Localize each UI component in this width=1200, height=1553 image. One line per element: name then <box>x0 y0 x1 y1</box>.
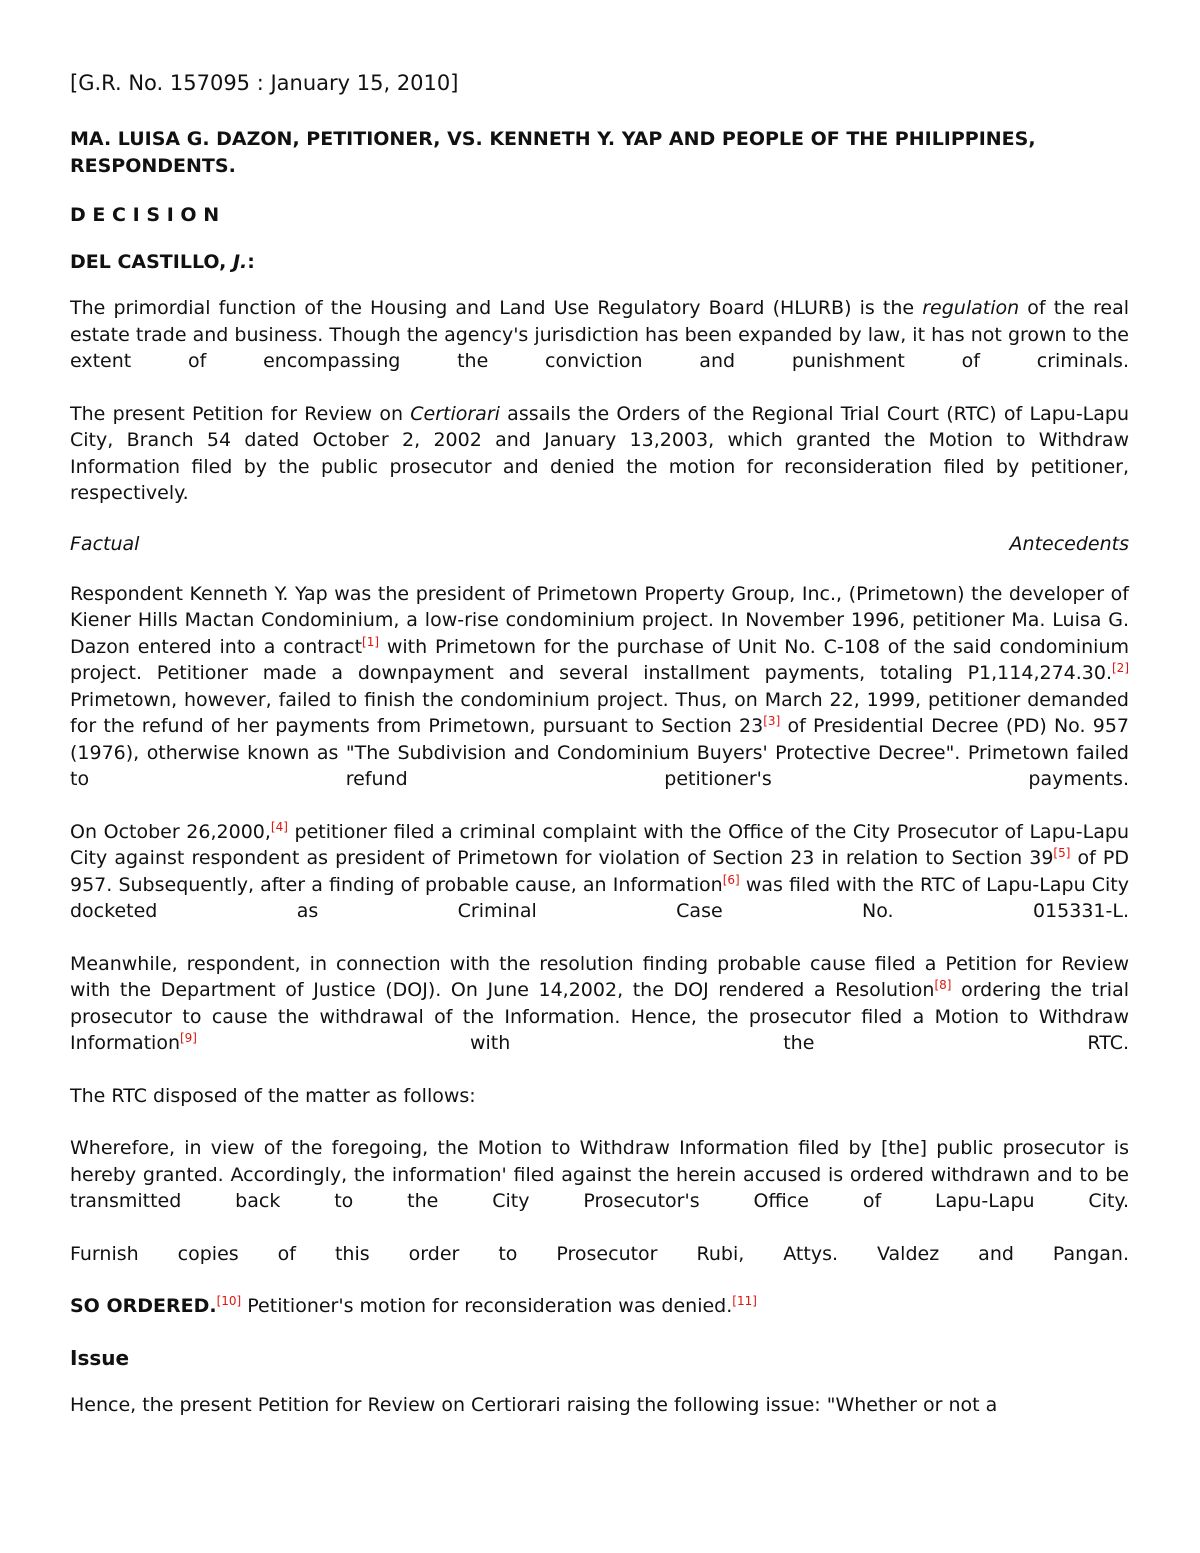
paragraph-1 <box>70 295 1129 375</box>
p5-text-a: Meanwhile, respondent, in connection with the resolution finding probable cause filed a Petition for Review with the Department of Justice (DOJ). On June 14,2002, the DOJ rendered a Resolution <box>70 952 1129 1002</box>
paragraph-5 <box>70 951 1129 1057</box>
p4-text-d: was filed with the RTC of Lapu-Lapu City docketed as Criminal Case No. 015331-L. <box>70 873 1129 923</box>
ponente-title: J. <box>232 251 248 274</box>
p2-text-c: assails the Orders of the Regional Trial Court (RTC) of Lapu-Lapu City, Branch 54 dated October 2, 2002 and January 13,2003, which granted the Motion to Withdraw Information filed by the public prosecutor and denied the motion for reconsideration filed by petitioner, respectively. <box>70 402 1130 505</box>
p2-italic: Certiorari <box>410 402 500 425</box>
paragraph-10: Hence, the present Petition for Review on Certiorari raising the following issue: "Whether or not a <box>70 1393 998 1416</box>
p1-italic: regulation <box>922 297 1020 320</box>
so-ordered: SO ORDERED. <box>70 1295 217 1318</box>
p9-text: Petitioner's motion for reconsideration was denied. <box>241 1295 733 1318</box>
paragraph-2 <box>70 401 1129 507</box>
heading-right: Antecedents <box>1009 532 1129 555</box>
footnote-link-9[interactable]: [9] <box>179 1031 197 1046</box>
paragraph-so-ordered <box>70 1293 1129 1320</box>
heading-left: Factual <box>70 532 140 555</box>
p4-text-c: of PD 957. Subsequently, after a finding of probable cause, an Information <box>70 847 1130 896</box>
ponente-colon: : <box>247 251 255 274</box>
furnish-copies-line: Furnish copies of this order to Prosecutor Rubi, Attys. Valdez and Pangan. <box>70 1242 1129 1265</box>
footnote-link-5[interactable]: [5] <box>1053 846 1071 861</box>
decision-label: DECISION <box>70 204 226 227</box>
quoted-order: Wherefore, in view of the foregoing, the Motion to Withdraw Information filed by [the] public prosecutor is hereby granted. Accordingly, the information' filed against the herein accused is ordered withdrawn and to be transmitted back to the City Prosecutor's Office of Lapu-Lapu City. <box>70 1137 1129 1213</box>
footnote-link-2[interactable]: [2] <box>1112 661 1129 676</box>
p4-text-b: petitioner filed a criminal complaint with the Office of the City Prosecutor of Lapu-Lapu City against respondent as president of Primetown for violation of Section 23 in relation to Section 39 <box>70 820 1129 870</box>
ponente-name: DEL CASTILLO, <box>70 251 233 274</box>
p3-text-b: with Primetown for the purchase of Unit No. C-108 of the said condominium project. Petitioner made a downpayment and several installment payments, totaling P1,114,274.30. <box>70 635 1129 685</box>
footnote-link-10[interactable]: [10] <box>216 1294 242 1309</box>
issue-heading: Issue <box>70 1345 130 1370</box>
decision-document <box>70 70 1129 1418</box>
p1-text-a: The primordial function of the Housing and Land Use Regulatory Board (HLURB) is the <box>70 297 923 320</box>
footnote-link-3[interactable]: [3] <box>763 714 781 729</box>
p2-text-a: The present Petition for Review on <box>70 402 411 425</box>
footnote-link-4[interactable]: [4] <box>270 819 288 834</box>
ponente <box>70 251 1129 273</box>
factual-antecedents-heading <box>70 533 1129 555</box>
footnote-link-11[interactable]: [11] <box>732 1294 757 1309</box>
paragraph-6: The RTC disposed of the matter as follows: <box>70 1084 476 1107</box>
p5-text-b: ordering the trial prosecutor to cause the withdrawal of the Information. Hence, the prosecutor filed a Motion to Withdraw Information <box>70 979 1129 1055</box>
case-parties: MA. LUISA G. DAZON, PETITIONER, VS. KENNETH Y. YAP AND PEOPLE OF THE PHILIPPINES, RESPONDENTS. <box>70 128 1036 177</box>
footnote-link-6[interactable]: [6] <box>722 872 740 887</box>
p3-text-d: of Presidential Decree (PD) No. 957 (1976), otherwise known as "The Subdivision and Condominium Buyers' Protective Decree". Primetown failed to refund petitioner's payments. <box>70 715 1129 791</box>
footnote-link-1[interactable]: [1] <box>362 634 380 649</box>
p1-text-c: of the real estate trade and business. Though the agency's jurisdiction has been expanded by law, it has not grown to the extent of encompassing the conviction and punishment of criminals. <box>70 297 1129 373</box>
footnote-link-8[interactable]: [8] <box>934 978 952 993</box>
p4-text-a: On October 26,2000, <box>70 820 271 843</box>
paragraph-4 <box>70 819 1129 925</box>
paragraph-3 <box>70 581 1129 793</box>
p3-text-a: Respondent Kenneth Y. Yap was the president of Primetown Property Group, Inc., (Primetown) the developer of Kiener Hills Mactan Condominium, a low-rise condominium project. In November 1996, petitioner Ma. Luisa G. Dazon entered into a contract <box>70 582 1129 658</box>
p3-text-c: Primetown, however, failed to finish the condominium project. Thus, on March 22, 1999, petitioner demanded for the refund of her payments from Primetown, pursuant to Section 23 <box>70 688 1129 738</box>
case-citation: [G.R. No. 157095 : January 15, 2010] <box>70 71 459 95</box>
p5-text-c: with the RTC. <box>196 1032 1129 1055</box>
